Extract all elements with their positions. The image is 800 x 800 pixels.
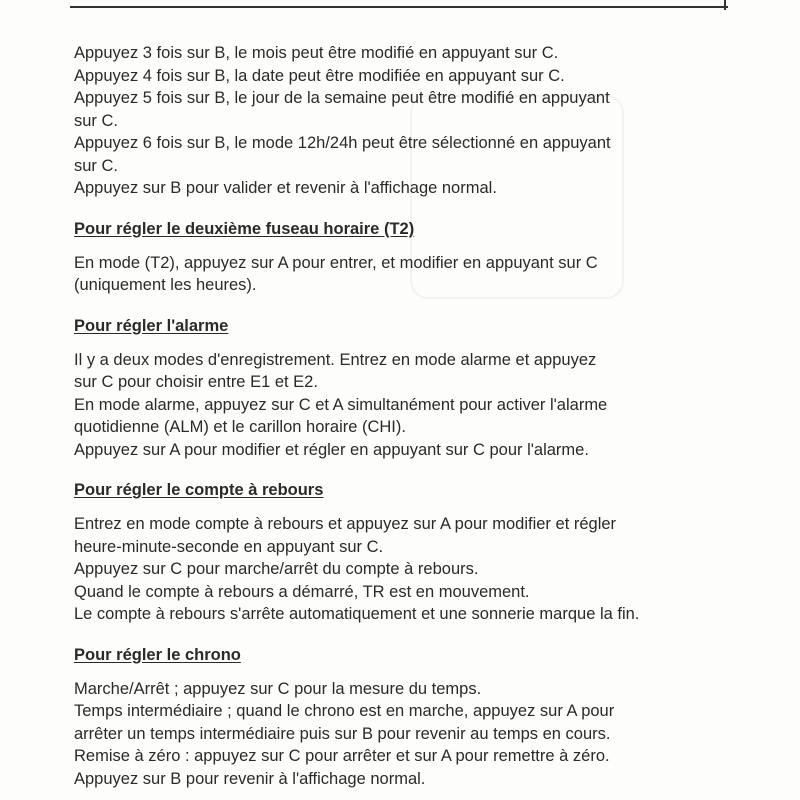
intro-block (74, 42, 714, 200)
text-line: Appuyez sur C pour marche/arrêt du compte à rebours. (74, 560, 479, 578)
section-chrono (74, 644, 714, 791)
text-line: En mode (T2), appuyez sur A pour entrer, et modifier en appuyant sur C (74, 253, 598, 272)
text-line: heure-minute-seconde en appuyant sur C. (74, 537, 384, 556)
text-line: Quand le compte à rebours a démarré, TR est en mouvement. (74, 582, 530, 601)
text-line: sur C. (74, 156, 119, 175)
text-line: arrêter un temps intermédiaire puis sur B pour revenir au temps en cours. (74, 724, 611, 743)
text-line: En mode alarme, appuyez sur C et A simultanément pour activer l'alarme (74, 395, 608, 414)
section-alarm (74, 315, 714, 462)
section-second-timezone (74, 218, 714, 297)
text-line: Appuyez sur A pour modifier et régler en appuyant sur C pour l'alarme. (74, 440, 589, 459)
text-line: Le compte à rebours s'arrête automatiquement et une sonnerie marque la fin. (74, 605, 640, 623)
text-line: quotidienne (ALM) et le carillon horaire (CHI). (74, 418, 406, 436)
top-border-line (70, 6, 728, 8)
text-line: Appuyez 3 fois sur B, le mois peut être modifié en appuyant sur C. (74, 44, 559, 62)
text-line: Il y a deux modes d'enregistrement. Entrez en mode alarme et appuyez (74, 350, 597, 369)
document-body (74, 42, 714, 790)
section-countdown (74, 479, 714, 626)
text-line: Remise à zéro : appuyez sur C pour arrêter et sur A pour remettre à zéro. (74, 747, 610, 765)
text-line: Entrez en mode compte à rebours et appuyez sur A pour modifier et régler (74, 515, 617, 533)
text-line: sur C pour choisir entre E1 et E2. (74, 373, 318, 391)
text-line: (uniquement les heures). (74, 276, 257, 294)
section-heading: Pour régler le chrono (74, 645, 241, 664)
text-line: Appuyez 4 fois sur B, la date peut être modifiée en appuyant sur C. (74, 66, 565, 85)
corner-border-line (724, 0, 726, 10)
text-line: Appuyez sur B pour valider et revenir à l'affichage normal. (74, 179, 497, 197)
section-heading: Pour régler le deuxième fuseau horaire (T2) (74, 219, 415, 238)
text-line: Temps intermédiaire ; quand le chrono est en marche, appuyez sur A pour (74, 702, 615, 720)
text-line: sur C. (74, 111, 119, 130)
text-line: Appuyez 6 fois sur B, le mode 12h/24h peut être sélectionné en appuyant (74, 134, 611, 152)
section-heading: Pour régler l'alarme (74, 316, 229, 335)
section-heading: Pour régler le compte à rebours (74, 481, 324, 499)
text-line: Appuyez sur B pour revenir à l'affichage normal. (74, 769, 426, 788)
text-line: Marche/Arrêt ; appuyez sur C pour la mesure du temps. (74, 679, 482, 698)
text-line: Appuyez 5 fois sur B, le jour de la semaine peut être modifié en appuyant (74, 89, 610, 107)
